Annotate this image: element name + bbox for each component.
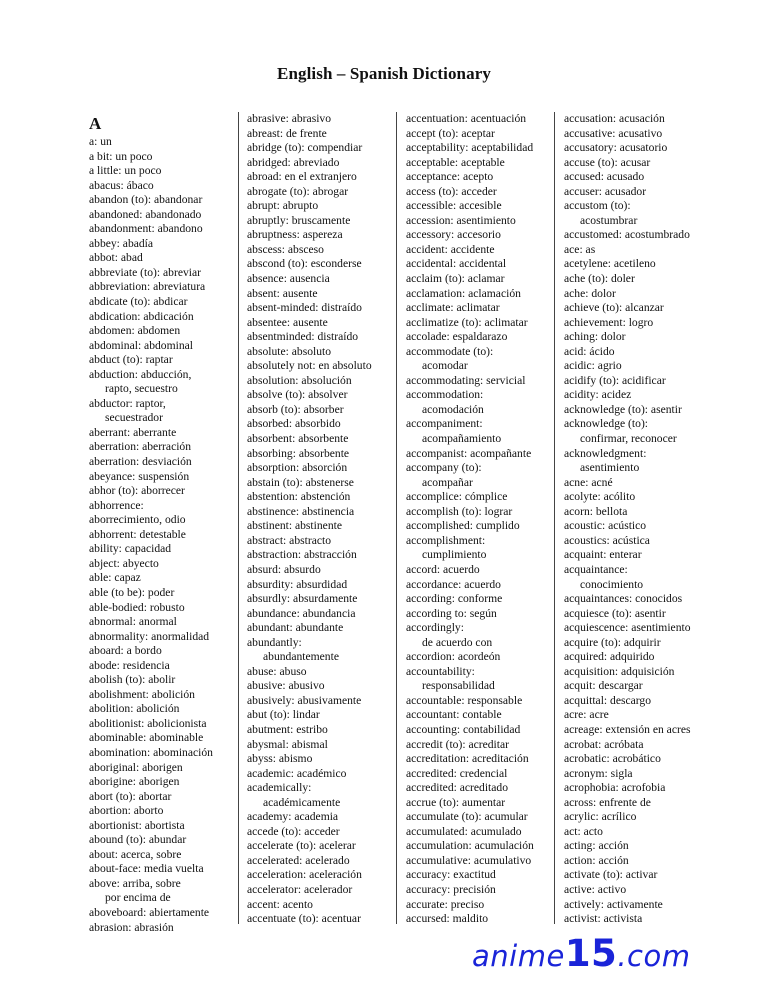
dictionary-entry: acrobat: acróbata [564, 737, 644, 751]
dictionary-entry: acclaim (to): aclamar [406, 272, 505, 286]
dictionary-entry: academic: académico [247, 766, 347, 780]
dictionary-entry: acidify (to): acidificar [564, 373, 666, 387]
dictionary-entry: accustomed: acostumbrado [564, 228, 690, 242]
dictionary-entry: abdication: abdicación [89, 309, 194, 323]
dictionary-column-4 [564, 112, 716, 927]
dictionary-entry: abolish (to): abolir [89, 673, 176, 687]
dictionary-entry: able-bodied: robusto [89, 600, 185, 614]
dictionary-entry: accelerated: acelerado [247, 853, 350, 867]
dictionary-entry-continuation: rapto, secuestro [105, 382, 178, 396]
dictionary-entry: abortion: aborto [89, 804, 164, 818]
dictionary-entry: a: un [89, 135, 112, 148]
dictionary-entry: accessory: accesorio [406, 228, 501, 242]
dictionary-entry: acceptable: aceptable [406, 155, 505, 169]
dictionary-entry: acid: ácido [564, 344, 615, 358]
dictionary-entry: absence: ausencia [247, 272, 330, 286]
dictionary-entry: accurate: preciso [406, 897, 485, 911]
dictionary-entry: abduction: abducción, [89, 367, 192, 381]
dictionary-entry: accursed: maldito [406, 912, 489, 926]
dictionary-entry: abductor: raptor, [89, 396, 166, 410]
dictionary-entry: ache (to): doler [564, 272, 635, 286]
dictionary-entry: acclamation: aclamación [406, 286, 521, 300]
dictionary-entry: achievement: logro [564, 315, 654, 329]
dictionary-entry: access (to): acceder [406, 184, 497, 198]
dictionary-entry: above: arriba, sobre [89, 876, 181, 890]
dictionary-entry-continuation: confirmar, reconocer [580, 432, 677, 446]
dictionary-entry: abbreviate (to): abreviar [89, 265, 202, 279]
dictionary-entry: accompany (to): [406, 461, 482, 475]
dictionary-entry: acoustics: acústica [564, 533, 650, 547]
dictionary-entry: accumulated: acumulado [406, 824, 522, 838]
dictionary-entry: abort (to): abortar [89, 789, 172, 803]
dictionary-entry: abandoned: abandonado [89, 207, 202, 221]
dictionary-entry: aborigine: aborigen [89, 775, 180, 789]
dictionary-entry: abrasive: abrasivo [247, 112, 332, 125]
dictionary-entry: absorbent: absorbente [247, 432, 349, 446]
dictionary-entry: accustom (to): [564, 199, 631, 213]
dictionary-entry: abstention: abstención [247, 490, 351, 504]
dictionary-entry: accountability: [406, 664, 475, 678]
dictionary-entry: abacus: ábaco [89, 178, 154, 192]
dictionary-entry-continuation: acompañar [422, 475, 473, 489]
dictionary-entry: accusation: acusación [564, 112, 665, 125]
dictionary-entry-continuation: de acuerdo con [422, 635, 493, 649]
dictionary-entry: abutment: estribo [247, 722, 328, 736]
dictionary-entry: ability: capacidad [89, 542, 172, 556]
dictionary-entry: aberrant: aberrante [89, 425, 177, 439]
dictionary-entry: actively: activamente [564, 897, 663, 911]
dictionary-entry-continuation: abundantemente [263, 650, 339, 664]
dictionary-entry-continuation: responsabilidad [422, 679, 495, 693]
dictionary-entry-continuation: conocimiento [580, 577, 644, 591]
dictionary-entry: abstinence: abstinencia [247, 504, 355, 518]
dictionary-entry: abusive: abusivo [247, 679, 325, 693]
column-divider [238, 112, 239, 924]
dictionary-entry: accordance: acuerdo [406, 577, 501, 591]
watermark-suffix: .com [617, 939, 691, 973]
dictionary-entry: absurd: absurdo [247, 562, 321, 576]
dictionary-entry: activist: activista [564, 912, 643, 926]
dictionary-entry: accelerate (to): acelerar [247, 839, 356, 853]
dictionary-entry: accolade: espaldarazo [406, 330, 508, 344]
dictionary-entry: abdicate (to): abdicar [89, 295, 188, 309]
dictionary-entry: abruptly: bruscamente [247, 213, 351, 227]
dictionary-entry: accession: asentimiento [406, 213, 516, 227]
dictionary-entry: accumulative: acumulativo [406, 853, 532, 867]
dictionary-entry: abhor (to): aborrecer [89, 484, 185, 498]
dictionary-entry: abduct (to): raptar [89, 353, 173, 367]
dictionary-entry: acclimatize (to): aclimatar [406, 315, 528, 329]
dictionary-entry: acquisition: adquisición [564, 664, 675, 678]
dictionary-entry-continuation: por encima de [105, 891, 171, 905]
section-letter: A [89, 114, 102, 133]
dictionary-entry: abrupt: abrupto [247, 199, 319, 213]
dictionary-entry: accreditation: acreditación [406, 752, 529, 766]
dictionary-entry: abhorrent: detestable [89, 527, 186, 541]
dictionary-entry: abnormal: anormal [89, 615, 177, 629]
dictionary-entry: abundant: abundante [247, 621, 344, 635]
dictionary-entry: accusative: acusativo [564, 126, 663, 140]
dictionary-entry: abundance: abundancia [247, 606, 356, 620]
dictionary-entry: acquaintance: [564, 562, 628, 576]
dictionary-entry: able (to be): poder [89, 585, 175, 599]
dictionary-entry: abolitionist: abolicionista [89, 716, 207, 730]
dictionary-entry: abominable: abominable [89, 731, 204, 745]
dictionary-entry: acceptability: aceptabilidad [406, 141, 534, 155]
dictionary-entry: abode: residencia [89, 658, 170, 672]
dictionary-entry: acronym: sigla [564, 766, 633, 780]
dictionary-entry-continuation: asentimiento [580, 461, 640, 475]
dictionary-entry: abnormality: anormalidad [89, 629, 210, 643]
dictionary-entry: absolve (to): absolver [247, 388, 348, 402]
dictionary-entry: acquiescence: asentimiento [564, 621, 691, 635]
dictionary-entry: abstinent: abstinente [247, 519, 342, 533]
dictionary-entry: absurdly: absurdamente [247, 592, 358, 606]
dictionary-entry: abusively: abusivamente [247, 693, 362, 707]
dictionary-entry: ache: dolor [564, 286, 616, 300]
dictionary-entry: abject: abyecto [89, 556, 159, 570]
dictionary-entry: absent-minded: distraído [247, 301, 362, 315]
dictionary-entry: abstract: abstracto [247, 533, 332, 547]
dictionary-entry: acidic: agrio [564, 359, 622, 373]
dictionary-entry: absorbing: absorbente [247, 446, 350, 460]
dictionary-entry: a bit: un poco [89, 149, 153, 163]
dictionary-entry: abound (to): abundar [89, 833, 187, 847]
dictionary-entry: accomplishment: [406, 533, 486, 547]
dictionary-entry: accede (to): acceder [247, 824, 340, 838]
dictionary-entry-continuation: secuestrador [105, 411, 163, 425]
dictionary-entry: acquaintances: conocidos [564, 592, 683, 606]
dictionary-entry: acetylene: acetileno [564, 257, 656, 271]
dictionary-entry: accompaniment: [406, 417, 483, 431]
dictionary-entry: aching: dolor [564, 330, 626, 344]
dictionary-entry: accuracy: exactitud [406, 868, 496, 882]
dictionary-entry: acorn: bellota [564, 504, 628, 518]
dictionary-entry: acolyte: acólito [564, 490, 636, 504]
dictionary-entry: accident: accidente [406, 242, 495, 256]
dictionary-entry: accordingly: [406, 621, 464, 635]
dictionary-entry: abandon (to): abandonar [89, 193, 203, 207]
dictionary-entry: acknowledge (to): asentir [564, 402, 682, 416]
dictionary-entry: acceleration: aceleración [247, 868, 362, 882]
dictionary-entry: abridged: abreviado [247, 155, 340, 169]
dictionary-entry: aboriginal: aborigen [89, 760, 183, 774]
dictionary-entry: acidity: acidez [564, 388, 632, 402]
dictionary-entry: acquittal: descargo [564, 693, 652, 707]
dictionary-entry: accredited: credencial [406, 766, 508, 780]
dictionary-entry: acoustic: acústico [564, 519, 647, 533]
dictionary-entry: aborrecimiento, odio [89, 513, 186, 527]
dictionary-entry-continuation: acostumbrar [580, 213, 638, 227]
watermark-number: 15 [564, 932, 618, 975]
dictionary-entry: accredited: acreditado [406, 781, 509, 795]
dictionary-entry: accessible: accesible [406, 199, 502, 213]
dictionary-entry: absorbed: absorbido [247, 417, 341, 431]
dictionary-entry: accused: acusado [564, 170, 645, 184]
dictionary-entry: accuse (to): acusar [564, 155, 651, 169]
dictionary-entry: absorption: absorción [247, 461, 348, 475]
dictionary-entry: accuser: acusador [564, 184, 647, 198]
dictionary-entry: absentminded: distraído [247, 330, 359, 344]
dictionary-entry: acre: acre [564, 708, 609, 722]
dictionary-entry: abysmal: abismal [247, 737, 328, 751]
dictionary-entry: aboveboard: abiertamente [89, 905, 210, 919]
dictionary-entry: acquired: adquirido [564, 650, 655, 664]
dictionary-entry: absolution: absolución [247, 373, 352, 387]
dictionary-entry: abuse: abuso [247, 664, 307, 678]
dictionary-entry: abortionist: abortista [89, 818, 185, 832]
dictionary-entry: accumulation: acumulación [406, 839, 534, 853]
dictionary-entry: abut (to): lindar [247, 708, 320, 722]
dictionary-entry: accumulate (to): acumular [406, 810, 528, 824]
dictionary-entry: aberration: aberración [89, 440, 192, 454]
dictionary-entry: abdominal: abdominal [89, 338, 193, 352]
page-title: English – Spanish Dictionary [277, 64, 491, 83]
dictionary-entry-continuation: acomodación [422, 402, 484, 416]
dictionary-column-2 [247, 112, 399, 927]
dictionary-entry: activate (to): activar [564, 868, 658, 882]
dictionary-entry: abundantly: [247, 635, 302, 649]
dictionary-entry: abstraction: abstracción [247, 548, 357, 562]
dictionary-entry: accomplish (to): lograr [406, 504, 513, 518]
dictionary-entry: accordion: acordeón [406, 650, 501, 664]
dictionary-entry: academically: [247, 781, 312, 795]
dictionary-entry: abandonment: abandono [89, 222, 203, 236]
dictionary-entry: abroad: en el extranjero [247, 170, 357, 184]
dictionary-entry: about-face: media vuelta [89, 862, 204, 876]
watermark-logo [472, 932, 690, 975]
dictionary-entry: accent: acento [247, 897, 313, 911]
dictionary-entry: accountant: contable [406, 708, 502, 722]
dictionary-entry: according: conforme [406, 592, 503, 606]
dictionary-entry: accentuate (to): acentuar [247, 912, 361, 926]
dictionary-entry: abolition: abolición [89, 702, 180, 716]
dictionary-entry: accomplice: cómplice [406, 490, 508, 504]
dictionary-entry: accept (to): aceptar [406, 126, 495, 140]
dictionary-entry: abrogate (to): abrogar [247, 184, 349, 198]
dictionary-entry: accidental: accidental [406, 257, 507, 271]
dictionary-entry: accommodate (to): [406, 344, 494, 358]
dictionary-entry: accomplished: cumplido [406, 519, 520, 533]
dictionary-entry: abscess: absceso [247, 242, 324, 256]
dictionary-entry: abbey: abadía [89, 236, 154, 250]
dictionary-entry: absent: ausente [247, 286, 318, 300]
dictionary-entry: acceptance: acepto [406, 170, 494, 184]
dictionary-entry: acne: acné [564, 475, 613, 489]
dictionary-entry: acquiesce (to): asentir [564, 606, 666, 620]
dictionary-entry: achieve (to): alcanzar [564, 301, 664, 315]
dictionary-entry: acquaint: enterar [564, 548, 642, 562]
dictionary-entry: abomination: abominación [89, 745, 213, 759]
dictionary-entry: absolute: absoluto [247, 344, 332, 358]
dictionary-entry: according to: según [406, 606, 497, 620]
watermark-prefix: anime [472, 939, 565, 973]
dictionary-entry: accentuation: acentuación [406, 112, 527, 125]
dictionary-entry: acrobatic: acrobático [564, 752, 661, 766]
column-divider [554, 112, 555, 924]
dictionary-entry: accompanist: acompañante [406, 446, 532, 460]
dictionary-entry: abscond (to): esconderse [247, 257, 362, 271]
dictionary-entry: acclimate: aclimatar [406, 301, 500, 315]
dictionary-entry: acquit: descargar [564, 679, 643, 693]
dictionary-entry: acknowledge (to): [564, 417, 649, 431]
dictionary-entry: a little: un poco [89, 164, 162, 178]
dictionary-entry: acquire (to): adquirir [564, 635, 661, 649]
dictionary-entry: abhorrence: [89, 498, 144, 512]
dictionary-entry: accuracy: precisión [406, 882, 496, 896]
dictionary-entry: abruptness: aspereza [247, 228, 343, 242]
dictionary-entry: abbreviation: abreviatura [89, 280, 206, 294]
dictionary-entry: abeyance: suspensión [89, 469, 190, 483]
dictionary-entry: absolutely not: en absoluto [247, 359, 372, 373]
dictionary-entry: absurdity: absurdidad [247, 577, 348, 591]
dictionary-entry: accountable: responsable [406, 693, 523, 707]
dictionary-entry: acting: acción [564, 839, 629, 853]
dictionary-entry: acknowledgment: [564, 446, 647, 460]
dictionary-entry: acrylic: acrílico [564, 810, 637, 824]
dictionary-entry: across: enfrente de [564, 795, 651, 809]
dictionary-entry: acrophobia: acrofobia [564, 781, 666, 795]
dictionary-entry: abreast: de frente [247, 126, 327, 140]
column-divider [396, 112, 397, 924]
dictionary-entry: action: acción [564, 853, 629, 867]
dictionary-column-1 [89, 112, 241, 935]
dictionary-column-3 [406, 112, 558, 927]
dictionary-entry: accounting: contabilidad [406, 722, 521, 736]
dictionary-entry: absentee: ausente [247, 315, 328, 329]
dictionary-entry: accusatory: acusatorio [564, 141, 668, 155]
dictionary-entry: accommodation: [406, 388, 484, 402]
dictionary-entry: accrue (to): aumentar [406, 795, 506, 809]
dictionary-entry: acreage: extensión en acres [564, 722, 691, 736]
dictionary-entry: ace: as [564, 242, 596, 256]
dictionary-entry: accord: acuerdo [406, 562, 480, 576]
dictionary-entry: accelerator: acelerador [247, 882, 353, 896]
dictionary-entry: academy: academia [247, 810, 339, 824]
dictionary-entry: absorb (to): absorber [247, 402, 344, 416]
dictionary-entry: abridge (to): compendiar [247, 141, 363, 155]
dictionary-entry: accommodating: servicial [406, 373, 526, 387]
dictionary-entry: aberration: desviación [89, 455, 192, 469]
dictionary-entry: abbot: abad [89, 251, 143, 265]
dictionary-entry: aboard: a bordo [89, 644, 162, 658]
dictionary-entry: active: activo [564, 882, 627, 896]
dictionary-entry: act: acto [564, 824, 603, 838]
dictionary-entry-continuation: cumplimiento [422, 548, 487, 562]
dictionary-entry-continuation: acompañamiento [422, 432, 502, 446]
dictionary-entry: accredit (to): acreditar [406, 737, 509, 751]
dictionary-entry: abrasion: abrasión [89, 920, 174, 934]
dictionary-entry-continuation: académicamente [263, 795, 341, 809]
dictionary-entry: about: acerca, sobre [89, 847, 182, 861]
dictionary-entry: abyss: abismo [247, 752, 313, 766]
dictionary-entry: abolishment: abolición [89, 687, 195, 701]
dictionary-entry: abstain (to): abstenerse [247, 475, 354, 489]
dictionary-entry-continuation: acomodar [422, 359, 468, 373]
dictionary-entry: able: capaz [89, 571, 141, 585]
dictionary-entry: abdomen: abdomen [89, 324, 181, 338]
